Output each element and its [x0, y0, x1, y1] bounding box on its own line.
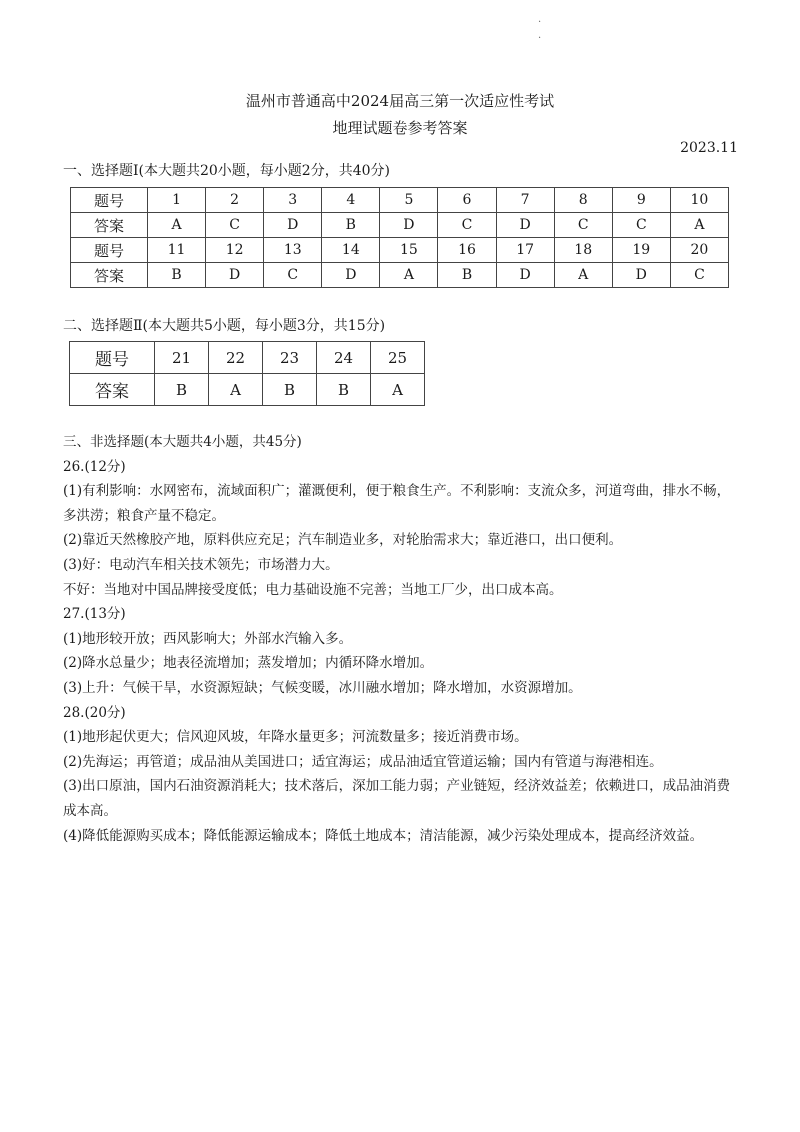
answer-cell: D [322, 263, 380, 288]
answer-line: 不好：当地对中国品牌接受度低；电力基础设施不完善；当地工厂少，出口成本高。 [63, 581, 563, 598]
question-number-row [70, 342, 425, 374]
section1-heading: 一、选择题Ⅰ(本大题共20小题，每小题2分，共40分) [63, 163, 390, 179]
question-number-cell: 8 [554, 188, 612, 213]
answer-line: (1)地形较开放；西风影响大；外部水汽输入多。 [63, 630, 353, 647]
question-number-cell: 25 [371, 342, 425, 374]
section1-answer-table [70, 187, 729, 288]
answer-row [71, 263, 729, 288]
question-number-cell: 9 [612, 188, 670, 213]
question-number-cell: 15 [380, 238, 438, 263]
answer-line: (2)先海运；再管道；成品油从美国进口；适宜海运；成品油适宜管道运输；国内有管道与海港相连。 [63, 753, 663, 770]
question-number-row [71, 238, 729, 263]
question-number-cell: 18 [554, 238, 612, 263]
answer-line: (2)降水总量少；地表径流增加；蒸发增加；内循环降水增加。 [63, 655, 434, 672]
question-number-cell: 19 [612, 238, 670, 263]
answer-cell: A [371, 374, 425, 406]
question-number-cell: 11 [148, 238, 206, 263]
answer-line: (4)降低能源购买成本；降低能源运输成本；降低土地成本；清洁能源，减少污染处理成本，提高经济效益。 [63, 827, 704, 844]
answer-cell: B [155, 374, 209, 406]
answer-row [70, 374, 425, 406]
answer-cell: A [209, 374, 263, 406]
question-number-cell: 24 [317, 342, 371, 374]
row-header-number: 题号 [70, 342, 155, 374]
question-number-cell: 7 [496, 188, 554, 213]
answer-cell: C [554, 213, 612, 238]
answer-cell: C [612, 213, 670, 238]
answer-cell: C [438, 213, 496, 238]
answer-cell: C [206, 213, 264, 238]
row-header-answer: 答案 [70, 374, 155, 406]
answer-cell: A [148, 213, 206, 238]
answer-line: 27.(13分) [63, 606, 126, 623]
answer-cell: D [264, 213, 322, 238]
section2-answer-table [69, 341, 425, 406]
answer-cell: D [206, 263, 264, 288]
exam-subtitle: 地理试题卷参考答案 [332, 119, 468, 137]
answer-cell: B [317, 374, 371, 406]
exam-date: 2023.11 [680, 140, 738, 156]
answer-cell: A [380, 263, 438, 288]
answer-line: (3)上升：气候干旱，水资源短缺；气候变暖，冰川融水增加；降水增加，水资源增加。 [63, 679, 582, 696]
row-header-answer: 答案 [71, 213, 148, 238]
question-number-cell: 17 [496, 238, 554, 263]
corner-dot: . [538, 30, 542, 41]
answer-cell: D [496, 263, 554, 288]
answer-cell: D [612, 263, 670, 288]
section2-heading: 二、选择题Ⅱ(本大题共5小题，每小题3分，共15分) [63, 318, 386, 334]
corner-dot: . [538, 14, 542, 25]
question-number-cell: 2 [206, 188, 264, 213]
answer-cell: B [263, 374, 317, 406]
question-number-cell: 22 [209, 342, 263, 374]
answer-cell: B [148, 263, 206, 288]
answer-line: (3)出口原油，国内石油资源消耗大；技术落后，深加工能力弱；产业链短，经济效益差；依赖进口，成品油消费成本高。 [63, 778, 731, 819]
question-number-cell: 3 [264, 188, 322, 213]
answer-cell: C [670, 263, 728, 288]
question-number-cell: 12 [206, 238, 264, 263]
question-number-cell: 23 [263, 342, 317, 374]
question-number-cell: 16 [438, 238, 496, 263]
question-number-row [71, 188, 729, 213]
exam-title: 温州市普通高中2024届高三第一次适应性考试 [245, 92, 555, 110]
row-header-number: 题号 [71, 238, 148, 263]
answer-line: (1)地形起伏更大；信风迎风坡，年降水量更多；河流数量多；接近消费市场。 [63, 729, 528, 746]
answer-line: (1)有利影响：水网密布，流域面积广；灌溉便利，便于粮食生产。不利影响：支流众多，河道弯曲，排水不畅，多洪涝；粮食产量不稳定。 [63, 483, 731, 524]
question-number-cell: 5 [380, 188, 438, 213]
question-number-cell: 4 [322, 188, 380, 213]
answer-cell: D [496, 213, 554, 238]
answer-line: 28.(20分) [63, 704, 126, 721]
answer-line: 26.(12分) [63, 458, 126, 475]
answer-line: (2)靠近天然橡胶产地，原料供应充足；汽车制造业多，对轮胎需求大；靠近港口，出口便利。 [63, 532, 623, 549]
question-number-cell: 21 [155, 342, 209, 374]
section3-heading: 三、非选择题(本大题共4小题，共45分) [63, 434, 302, 450]
question-number-cell: 13 [264, 238, 322, 263]
question-number-cell: 6 [438, 188, 496, 213]
question-number-cell: 1 [148, 188, 206, 213]
question-number-cell: 10 [670, 188, 728, 213]
answer-row [71, 213, 729, 238]
row-header-number: 题号 [71, 188, 148, 213]
answer-cell: B [438, 263, 496, 288]
section3-content [63, 430, 743, 848]
question-number-cell: 14 [322, 238, 380, 263]
answer-cell: A [554, 263, 612, 288]
answer-cell: C [264, 263, 322, 288]
answer-cell: A [670, 213, 728, 238]
answer-line: (3)好：电动汽车相关技术领先；市场潜力大。 [63, 556, 339, 573]
question-number-cell: 20 [670, 238, 728, 263]
answer-cell: B [322, 213, 380, 238]
answer-cell: D [380, 213, 438, 238]
row-header-answer: 答案 [71, 263, 148, 288]
